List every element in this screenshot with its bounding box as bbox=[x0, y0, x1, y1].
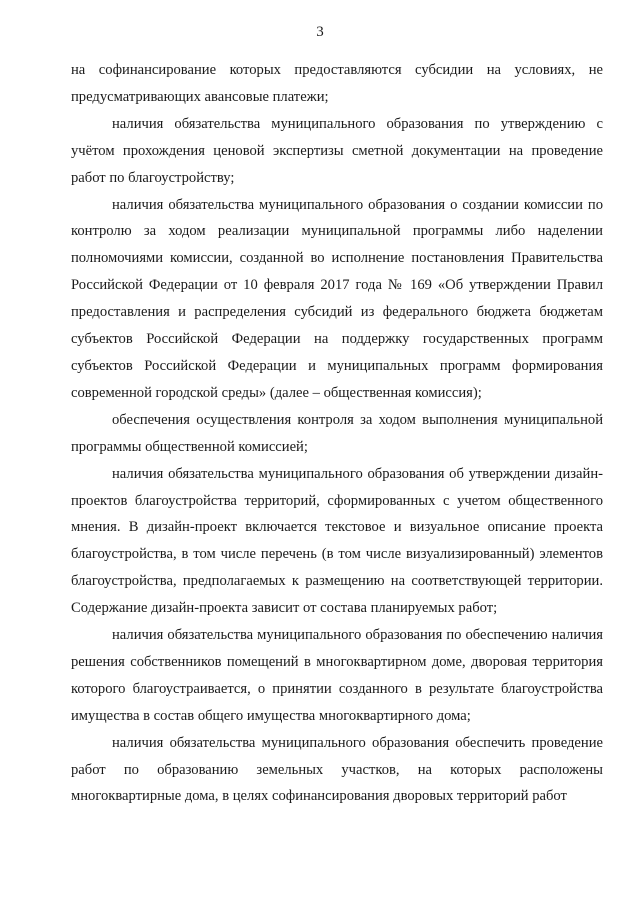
paragraph-land-plots: наличия обязательства муниципального образования обеспечить проведение работ по образованию земельных участков, на которых расположены многоквартирные дома, в целях софинансирования дворовых территорий работ bbox=[71, 734, 603, 805]
paragraph-continuation: на софинансирование которых предоставляются субсидии на условиях, не предусматривающих авансовые платежи; bbox=[71, 62, 603, 105]
paragraph-owners-decision: наличия обязательства муниципального образования по обеспечению наличия решения собственников помещений в многоквартирном доме, дворовая территория которого благоустраивается, о принятии созданного в результате благоустройства имущества в состав общего имущества многоквартирного дома; bbox=[71, 627, 603, 724]
paragraph-program-control: обеспечения осуществления контроля за ходом выполнения муниципальной программы общественной комиссией; bbox=[71, 411, 603, 455]
document-body bbox=[71, 57, 603, 810]
paragraph-public-commission: наличия обязательства муниципального образования о создании комиссии по контролю за ходом реализации муниципальной программы либо наделении полномочиями комиссии, созданной во исполнение постановления Правительства Российской Федерации от 10 февраля 2017 года № 169 «Об утверждении Правил предоставления и распределения субсидий из федерального бюджета бюджетам субъектов Российской Федерации на поддержку государственных программ субъектов Российской Федерации и муниципальных программ формирования современной городской среды» (далее – общественная комиссия); bbox=[71, 196, 603, 401]
page-number: 3 bbox=[316, 24, 324, 40]
paragraph-estimate-expertise: наличия обязательства муниципального образования по утверждению с учётом прохождения ценовой экспертизы сметной документации на проведение работ по благоустройству; bbox=[71, 115, 603, 186]
paragraph-design-projects: наличия обязательства муниципального образования об утверждении дизайн-проектов благоустройства территорий, сформированных с учетом общественного мнения. В дизайн-проект включается текстовое и визуальное описание проекта благоустройства, в том числе перечень (в том числе визуализированный) элементов благоустройства, предполагаемых к размещению на соответствующей территории. Содержание дизайн-проекта зависит от состава планируемых работ; bbox=[71, 465, 603, 617]
